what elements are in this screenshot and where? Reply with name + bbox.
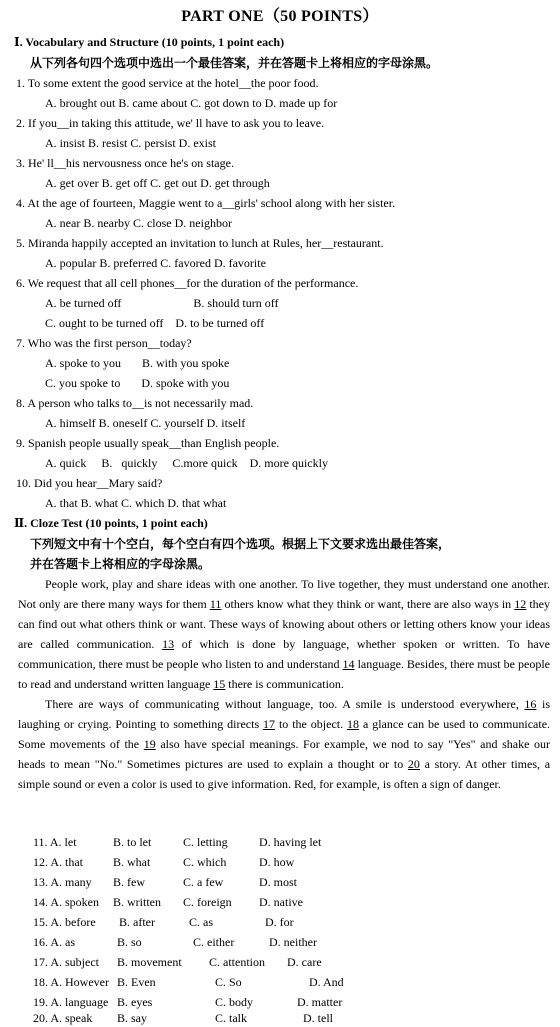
cloze-option-row: 17. A. subject B. movement C. attention D. care [33, 955, 322, 969]
question-stem: 8. A person who talks to__is not necessarily mad. [16, 396, 254, 410]
blank-12: 12 [514, 597, 527, 611]
blank-17: 17 [263, 717, 276, 731]
blank-11: 11 [209, 597, 222, 611]
question-options: A. insist B. resist C. persist D. exist [45, 136, 217, 150]
cloze-option-row: 13. A. many B. few C. a few D. most [33, 875, 298, 889]
question-options: A. himself B. oneself C. yourself D. itself [45, 416, 246, 430]
section-2-instruction: 下列短文中有十个空白，每个空白有四个选项。根据上下文要求选出最佳答案， [30, 537, 451, 551]
question-options: A. get over B. get off C. get out D. get through [45, 176, 270, 190]
question-options: A. brought out B. came about C. got down to D. made up for [45, 96, 338, 110]
question-stem: 7. Who was the first person__today? [16, 336, 192, 350]
question-stem: 2. If you__in taking this attitude, we' ll have to ask you to leave. [16, 116, 325, 130]
section-2-instruction: 并在答题卡上将相应的字母涂黑。 [30, 557, 211, 571]
blank-19: 19 [143, 737, 156, 751]
cloze-option-row: 11. A. let B. to let C. letting D. having let [33, 835, 322, 849]
blank-20: 20 [407, 757, 420, 771]
question-stem: 4. At the age of fourteen, Maggie went to a__girls' school along with her sister. [16, 196, 396, 210]
page-title: PART ONE（50 POINTS） [181, 8, 379, 25]
cloze-option-row: 20. A. speak B. say C. talk D. tell [33, 1011, 333, 1025]
blank-18: 18 [347, 717, 360, 731]
question-options: A. that B. what C. which D. that what [45, 496, 227, 510]
blank-15: 15 [213, 677, 226, 691]
section-1-heading: Ⅰ. Vocabulary and Structure (10 points, 1 point each) [14, 35, 285, 49]
cloze-option-row: 14. A. spoken B. written C. foreign D. native [33, 895, 303, 909]
question-stem: 1. To some extent the good service at the hotel__the poor food. [16, 76, 319, 90]
cloze-option-row: 12. A. that B. what C. which D. how [33, 855, 295, 869]
question-stem: 9. Spanish people usually speak__than English people. [16, 436, 280, 450]
cloze-paragraph: People work, play and share ideas with one another. To live together, they must understand one another. Not only are there many ways for them 11 others know what they think or want, there are also ways in 12 they can find out what others think or want. These ways of knowing about others or letting others know your ideas are called communication. 13 of which is done by language, whether spoken or written. To have communication, there must be people who listen to and understand 14 language. Besides, there must be people to read and understand written language 15 there is communication. [18, 577, 551, 691]
question-options: A. popular B. preferred C. favored D. favorite [45, 256, 266, 270]
question-stem: 10. Did you hear__Mary said? [16, 476, 163, 490]
section-1-instruction: 从下列各句四个选项中选出一个最佳答案，并在答题卡上将相应的字母涂黑。 [30, 56, 439, 70]
cloze-option-row: 18. A. However B. Even C. So D. And [33, 975, 344, 989]
cloze-passage [18, 574, 550, 794]
question-stem: 3. He' ll__his nervousness once he's on stage. [16, 156, 234, 170]
question-stem: 5. Miranda happily accepted an invitation to lunch at Rules, her__restaurant. [16, 236, 384, 250]
blank-13: 13 [162, 637, 175, 651]
question-stem: 6. We request that all cell phones__for the duration of the performance. [16, 276, 359, 290]
question-options: A. near B. nearby C. close D. neighbor [45, 216, 232, 230]
question-options: A. quick B. quickly C.more quick D. more quickly [45, 456, 328, 470]
cloze-option-row: 15. A. before B. after C. as D. for [33, 915, 294, 929]
question-options: A. spoke to you B. with you spoke [45, 356, 230, 370]
cloze-option-row: 16. A. as B. so C. either D. neither [33, 935, 317, 949]
question-options: C. you spoke to D. spoke with you [45, 376, 230, 390]
question-options: C. ought to be turned off D. to be turned off [45, 316, 265, 330]
blank-16: 16 [524, 697, 537, 711]
cloze-option-row: 19. A. language B. eyes C. body D. matter [33, 995, 343, 1009]
blank-14: 14 [342, 657, 355, 671]
cloze-paragraph: There are ways of communicating without language, too. A smile is understood everywhere, 16 is laughing or crying. Pointing to something directs 17 to the object. 18 a glance can be used to communicate. Some movements of the 19 also have special meanings. For example, we nod to say "Yes" and shake our heads to mean "No." Sometimes pictures are used to explain a thought or to 20 a story. At other times, a simple sound or even a color is used to give information. Red, for example, is often a sign of danger. [18, 697, 551, 791]
section-2-heading: Ⅱ. Cloze Test (10 points, 1 point each) [14, 516, 208, 530]
question-options: A. be turned off B. should turn off [45, 296, 279, 310]
